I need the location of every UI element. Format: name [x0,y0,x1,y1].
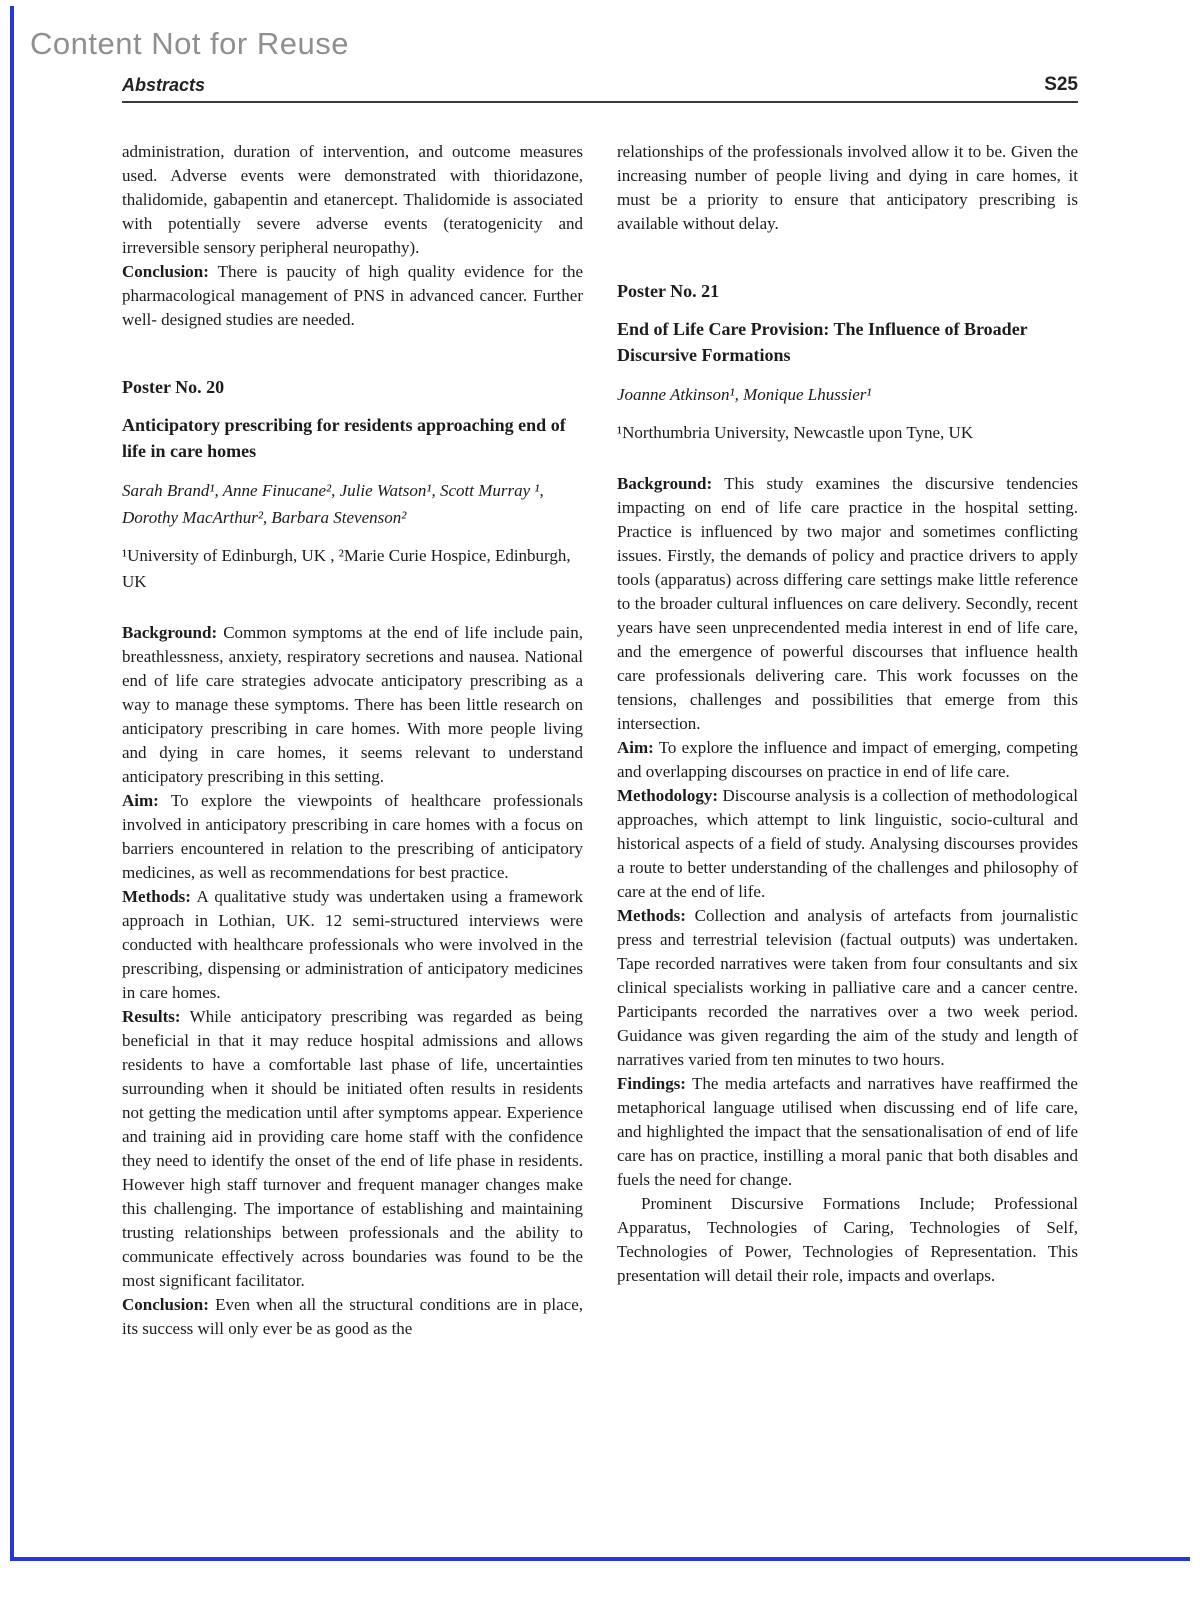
section-label: Aim: [617,738,654,757]
section-label: Methodology: [617,786,719,805]
section-label: Methods: [122,887,191,906]
conclusion-paragraph-previous-abstract [122,260,583,332]
section-text: A qualitative study was undertaken using a framework approach in Lothian, UK. 12 semi-structured interviews were conducted with healthcare professionals who were involved in the prescribing, dispensing or administration of anticipatory medicines in care homes. [122,887,583,1002]
continuation-paragraph [617,140,1078,236]
continuation-paragraph [122,140,583,260]
running-header [122,74,1078,103]
section-text: Common symptoms at the end of life include pain, breathlessness, anxiety, respiratory secretions and nausea. National end of life care strategies advocate anticipatory prescribing as a way to manage these symptoms. There has been little research on anticipatory prescribing in care homes. With more people living and dying in care homes, it seems relevant to understand anticipatory prescribing in this setting. [122,623,584,786]
running-title: Abstracts [122,75,206,95]
section-text: This study examines the discursive tendencies impacting on end of life care practice in the hospital setting. Practice is influenced by two major and sometimes conflicting issues. Firstly, the demands of policy and practice drivers to apply tools (apparatus) across differing care settings make little reference to the broader cultural influences on care delivery. Secondly, recent years have seen unprecendented media interest in end of life care, and the emergence of powerful discourses that influence health care professionals delivering care. This work focusses on the tensions, challenges and possibilities that emerge from this intersection. [617,474,1079,733]
findings-section [617,1072,1078,1192]
affiliation-line: ¹University of Edinburgh, UK , ²Marie Curie Hospice, Edinburgh, UK [122,546,571,591]
paragraph-text: There is paucity of high quality evidence for the pharmacological management of PNS in advanced cancer. Further well- designed studies are needed. [122,262,583,329]
two-column-body [122,140,1078,1341]
poster-number: Poster No. 21 [617,281,720,301]
methodology-section [617,784,1078,904]
conclusion-section [122,1293,583,1341]
section-label: Conclusion: [122,1295,209,1314]
affiliation-line: ¹Northumbria University, Newcastle upon Tyne, UK [617,423,974,442]
poster-number: Poster No. 20 [122,377,225,397]
section-text: While anticipatory prescribing was regarded as being beneficial in that it may reduce hospital admissions and allows residents to have a comfortable last phase of life, uncertainties surrounding when it should be initiated often results in residents not getting the medication until after symptoms appear. Experience and training aid in providing care home staff with the confidence they need to identify the onset of the end of life phase in residents. However high staff turnover and frequent manager changes make this challenging. The importance of establishing and maintaining trusting relationships between professionals and the ability to communicate effectively across boundaries was found to be the most significant facilitator. [122,1007,584,1290]
aim-section [617,736,1078,784]
section-label: Methods: [617,906,686,925]
poster-title: End of Life Care Provision: The Influence of Broader Discursive Formations [617,319,1028,365]
page-border-left [10,6,14,1559]
section-label: Conclusion: [122,262,209,281]
aim-section [122,789,583,885]
section-text: Collection and analysis of artefacts from journalistic press and terrestrial television (factual outputs) was undertaken. Tape recorded narratives were taken from four consultants and six clinical specialists working in palliative care and a cancer centre. Participants recorded the narratives over a two week period. Guidance was given regarding the aim of the study and length of narratives varied from ten minutes to two hours. [617,906,1078,1069]
results-section [122,1005,583,1293]
author-list: Joanne Atkinson¹, Monique Lhussier¹ [617,385,872,404]
section-label: Results: [122,1007,181,1026]
abstract-sections [122,621,583,1341]
background-section [617,472,1078,736]
methods-section [122,885,583,1005]
author-list: Sarah Brand¹, Anne Finucane², Julie Watson¹, Scott Murray ¹, Dorothy MacArthur², Barbara Stevenson² [122,481,544,527]
section-label: Background: [122,623,218,642]
left-column [122,140,583,1341]
poster-title: Anticipatory prescribing for residents approaching end of life in care homes [122,415,566,461]
paragraph-text: relationships of the professionals involved allow it to be. Given the increasing number of people living and dying in care homes, it must be a priority to ensure that anticipatory prescribing is available without delay. [617,142,1078,233]
paragraph-text: administration, duration of intervention, and outcome measures used. Adverse events were demonstrated with thioridazone, thalidomide, gabapentin and etanercept. Thalidomide is associated with potentially severe adverse events (teratogenicity and irreversible sensory peripheral neuropathy). [122,142,583,257]
section-label: Background: [617,474,713,493]
section-label: Aim: [122,791,159,810]
right-column [617,140,1078,1341]
closing-paragraph: Prominent Discursive Formations Include; Professional Apparatus, Technologies of Caring, Technologies of Self, Technologies of Power, Technologies of Representation. This presentation will detail their role, impacts and overlaps. [617,1194,1078,1285]
watermark-text: Content Not for Reuse [30,26,349,61]
page-border-bottom [10,1557,1190,1561]
section-text: Even when all the structural conditions are in place, its success will only ever be as good as the [122,1295,583,1338]
section-text: To explore the viewpoints of healthcare professionals involved in anticipatory prescribing in care homes with a focus on barriers encountered in relation to the prescribing of anticipatory medicines, as well as recommendations for best practice. [122,791,583,882]
methods-section [617,904,1078,1072]
section-text: Discourse analysis is a collection of methodological approaches, which attempt to link linguistic, socio-cultural and historical aspects of a field of study. Analysing discourses provides a route to better understanding of the challenges and philosophy of care at the end of life. [617,786,1079,901]
page-number: S25 [1044,74,1078,95]
background-section [122,621,583,789]
section-text: To explore the influence and impact of emerging, competing and overlapping discourses on practice in end of life care. [617,738,1078,781]
abstract-sections [617,472,1078,1288]
section-text: The media artefacts and narratives have reaffirmed the metaphorical language utilised when discussing end of life care, and highlighted the impact that the sensationalisation of end of life care has on practice, instilling a moral panic that both disables and fuels the need for change. [617,1074,1078,1189]
section-label: Findings: [617,1074,686,1093]
